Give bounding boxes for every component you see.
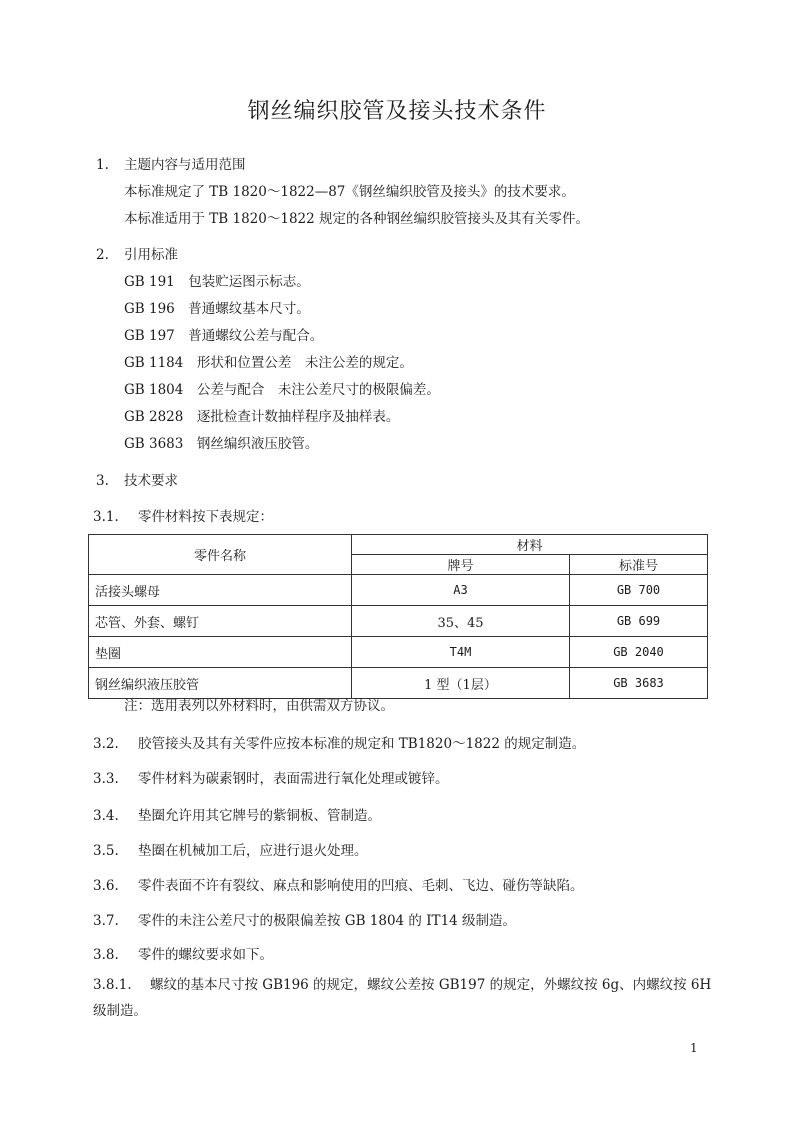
reference-item: GB 191 包装贮运图示标志。: [124, 274, 310, 290]
table-row: [89, 606, 708, 637]
table-cell-standard: GB 700: [570, 575, 708, 606]
clause-3-7-number: 3.7.: [93, 913, 119, 929]
section-2-number: 2.: [96, 247, 109, 263]
clause-3-3-number: 3.3.: [93, 771, 119, 787]
table-cell-part-name: 垫圈: [89, 637, 352, 668]
reference-item: GB 196 普通螺纹基本尺寸。: [124, 301, 310, 317]
reference-item: GB 1184 形状和位置公差 未注公差的规定。: [124, 355, 413, 371]
clause-3-8-1-number: 3.8.1.: [93, 977, 132, 993]
table-row: [89, 668, 708, 699]
table-header-standard: 标准号: [570, 555, 708, 575]
table-cell-part-name: 活接头螺母: [89, 575, 352, 606]
clause-3-4-number: 3.4.: [93, 808, 119, 824]
reference-item: GB 2828 逐批检查计数抽样程序及抽样表。: [124, 409, 400, 425]
table-header-grade: 牌号: [352, 555, 570, 575]
clause-3-5-number: 3.5.: [93, 843, 119, 859]
table-cell-standard: GB 3683: [570, 668, 708, 699]
table-note: 注：选用表列以外材料时，由供需双方协议。: [124, 698, 394, 714]
clause-3-2-text: 胶管接头及其有关零件应按本标准的规定和 TB1820～1822 的规定制造。: [138, 736, 586, 752]
clause-3-8-1-continuation: 级制造。: [93, 1003, 147, 1019]
table-cell-part-name: 芯管、外套、螺钉: [89, 606, 352, 637]
section-1-number: 1.: [96, 157, 109, 173]
clause-3-6-number: 3.6.: [93, 878, 119, 894]
table-cell-grade: T4M: [352, 637, 570, 668]
section-1-title: 主题内容与适用范围: [124, 157, 246, 173]
clause-3-2-number: 3.2.: [93, 736, 119, 752]
clause-3-5-text: 垫圈在机械加工后，应进行退火处理。: [138, 843, 368, 859]
clause-3-6-text: 零件表面不许有裂纹、麻点和影响使用的凹痕、毛刺、飞边、碰伤等缺陷。: [138, 878, 584, 894]
table-row: [89, 575, 708, 606]
table-cell-standard: GB 2040: [570, 637, 708, 668]
table-cell-grade: 1 型（1层）: [352, 668, 570, 699]
clause-3-7-text: 零件的未注公差尺寸的极限偏差按 GB 1804 的 IT14 级制造。: [138, 913, 517, 929]
clause-3-1-number: 3.1.: [93, 509, 119, 525]
clause-3-3-text: 零件材料为碳素钢时，表面需进行氧化处理或镀锌。: [138, 771, 449, 787]
section-1-paragraph-2: 本标准适用于 TB 1820～1822 规定的各种钢丝编织胶管接头及其有关零件。: [124, 211, 590, 227]
clause-3-8-number: 3.8.: [93, 947, 119, 963]
section-3-number: 3.: [96, 473, 109, 489]
page-number: 1: [690, 1041, 698, 1055]
section-1-paragraph-1: 本标准规定了 TB 1820～1822—87《钢丝编织胶管及接头》的技术要求。: [124, 184, 575, 200]
section-2-title: 引用标准: [124, 247, 178, 263]
reference-item: GB 3683 钢丝编织液压胶管。: [124, 436, 319, 452]
table-cell-part-name: 钢丝编织液压胶管: [89, 668, 352, 699]
table-row: [89, 637, 708, 668]
reference-item: GB 197 普通螺纹公差与配合。: [124, 328, 324, 344]
clause-3-4-text: 垫圈允许用其它牌号的紫铜板、管制造。: [138, 808, 381, 824]
clause-3-8-1-text: 螺纹的基本尺寸按 GB196 的规定，螺纹公差按 GB197 的规定，外螺纹按 6g、内螺纹按 6H: [150, 977, 712, 993]
table-cell-grade: A3: [352, 575, 570, 606]
reference-item: GB 1804 公差与配合 未注公差尺寸的极限偏差。: [124, 382, 440, 398]
section-3-title: 技术要求: [124, 473, 178, 489]
clause-3-8-text: 零件的螺纹要求如下。: [138, 947, 273, 963]
clause-3-1-text: 零件材料按下表规定：: [138, 509, 273, 525]
document-title: 钢丝编织胶管及接头技术条件: [247, 99, 547, 124]
table-cell-standard: GB 699: [570, 606, 708, 637]
table-header-material: 材料: [352, 535, 708, 555]
materials-table: [88, 534, 708, 699]
table-header-part-name: 零件名称: [89, 535, 352, 575]
table-cell-grade: 35、45: [352, 606, 570, 637]
